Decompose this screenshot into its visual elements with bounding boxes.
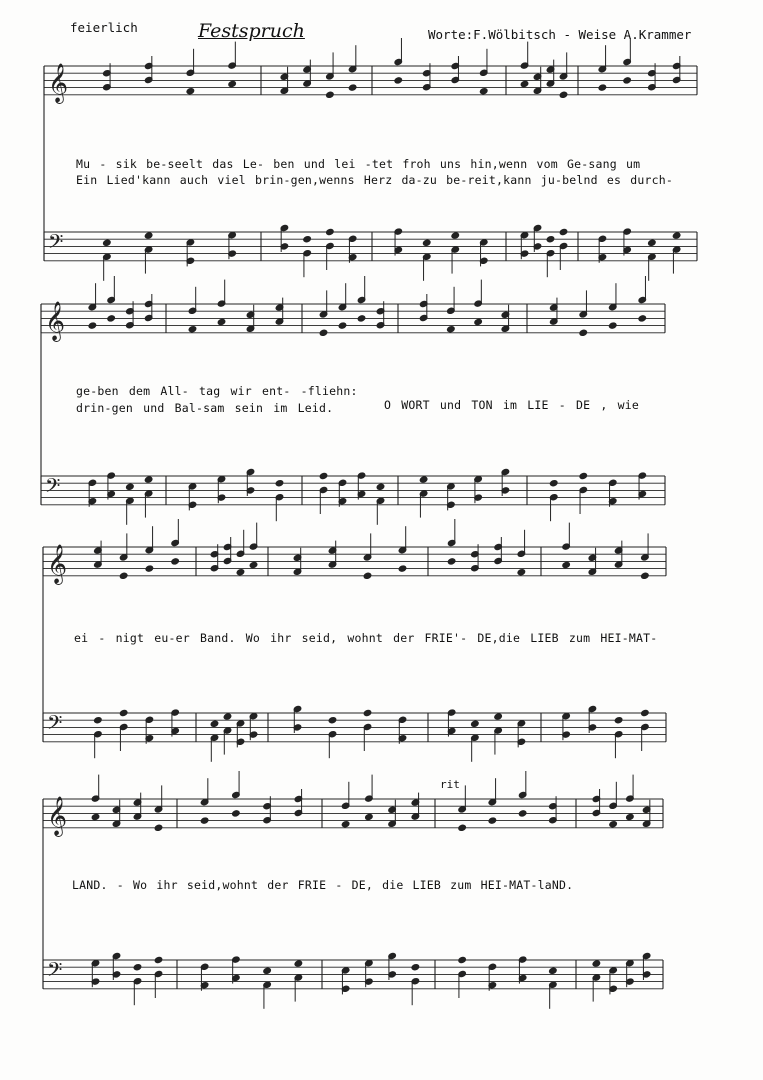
note-head [520, 80, 529, 87]
note-head [517, 569, 526, 576]
note-head [614, 717, 623, 724]
note-head [228, 80, 237, 87]
note-head [623, 77, 632, 84]
note-head [479, 88, 488, 95]
note-head [144, 232, 153, 239]
note-head [559, 228, 568, 235]
note-head [341, 821, 350, 828]
note-head [326, 91, 335, 98]
note-head [638, 315, 647, 322]
note-head [338, 322, 347, 329]
note-head [546, 236, 555, 243]
note-head [133, 964, 142, 971]
note-head [672, 232, 681, 239]
note-head [598, 84, 607, 91]
note-head [188, 326, 197, 333]
note-head [94, 717, 103, 724]
note-head [328, 717, 337, 724]
note-head [249, 561, 258, 568]
note-head [474, 318, 483, 325]
note-head [494, 713, 503, 720]
note-head [119, 572, 128, 579]
bass-clef: 𝄢 [47, 711, 63, 739]
note-head [217, 318, 226, 325]
note-head [579, 329, 588, 336]
note-head [363, 709, 372, 716]
note-head [411, 964, 420, 971]
note-head [319, 329, 328, 336]
note-head [579, 472, 588, 479]
note-head [236, 569, 245, 576]
note-head [326, 228, 335, 235]
system2-lyrics-refrain: O WORT und TON im LIE - DE , wie [384, 398, 639, 412]
bass-clef: 𝄢 [47, 958, 63, 986]
note-head [626, 813, 635, 820]
system2-lyrics-verse2: drin-gen und Bal-sam sein im Leid. [76, 401, 334, 415]
note-head [447, 558, 456, 565]
treble-clef: 𝄞 [45, 301, 66, 341]
note-head [263, 967, 272, 974]
note-head [171, 558, 180, 565]
note-head [154, 824, 163, 831]
note-head [365, 813, 374, 820]
system4-lyrics: LAND. - Wo ihr seid,wohnt der FRIE - DE, die LIEB zum HEI-MAT-laND. [72, 878, 574, 892]
tempo-marking: feierlich [70, 20, 138, 35]
note-head [223, 713, 232, 720]
rit-marking: rit [440, 778, 460, 791]
note-head [103, 239, 112, 246]
note-head [303, 236, 312, 243]
note-head [357, 315, 366, 322]
note-head [549, 967, 558, 974]
note-head [210, 720, 219, 727]
note-head [559, 91, 568, 98]
note-head [107, 315, 116, 322]
system1-lyrics-verse2: Ein Lied'kann auch viel brin-gen,wenns Herz da-zu be-reit,kann ju-belnd es durch- [76, 173, 674, 187]
note-head [126, 483, 135, 490]
note-head [641, 572, 650, 579]
note-head [88, 322, 97, 329]
song-title: Festspruch [198, 20, 305, 42]
treble-clef: 𝄞 [47, 796, 68, 836]
note-head [419, 476, 428, 483]
note-head [144, 476, 153, 483]
bar-lines [41, 66, 697, 989]
note-head [458, 824, 467, 831]
note-head [186, 88, 195, 95]
note-head [398, 565, 407, 572]
note-head [592, 960, 601, 967]
note-head [294, 960, 303, 967]
credits-line: Worte:F.Wölbitsch - Weise A.Krammer [428, 27, 692, 42]
note-head [363, 572, 372, 579]
treble-clef: 𝄞 [47, 544, 68, 584]
note-head [145, 565, 154, 572]
note-head [562, 561, 571, 568]
note-head [471, 720, 480, 727]
note-head [609, 821, 618, 828]
note-head [422, 239, 431, 246]
note-head [458, 956, 467, 963]
note-head [119, 709, 128, 716]
system3-lyrics: ei - nigt eu-er Band. Wo ihr seid, wohnt der FRIE'- DE,die LIEB zum HEI-MAT- [74, 631, 658, 645]
treble-clef: 𝄞 [48, 63, 69, 103]
note-head [232, 810, 241, 817]
clefs [45, 63, 68, 986]
note-head [200, 817, 209, 824]
note-head [275, 480, 284, 487]
note-head [154, 956, 163, 963]
note-head [641, 709, 650, 716]
note-head [394, 77, 403, 84]
note-head [608, 322, 617, 329]
system1-lyrics-verse1: Mu - sik be-seelt das Le- ben und lei -tet froh uns hin,wenn vom Ge-sang um [76, 157, 641, 171]
note-head [488, 817, 497, 824]
note-head [549, 480, 558, 487]
note-head [319, 472, 328, 479]
note-head [451, 232, 460, 239]
note-head [376, 483, 385, 490]
system2-lyrics-verse1: ge-ben dem All- tag wir ent- -fliehn: [76, 384, 358, 398]
note-head [447, 326, 456, 333]
bass-clef: 𝄢 [45, 474, 61, 502]
bass-clef: 𝄢 [48, 230, 64, 258]
note-head [518, 810, 527, 817]
note-head [91, 813, 100, 820]
note-head [348, 84, 357, 91]
staff-lines [41, 66, 697, 989]
note-head [648, 239, 657, 246]
